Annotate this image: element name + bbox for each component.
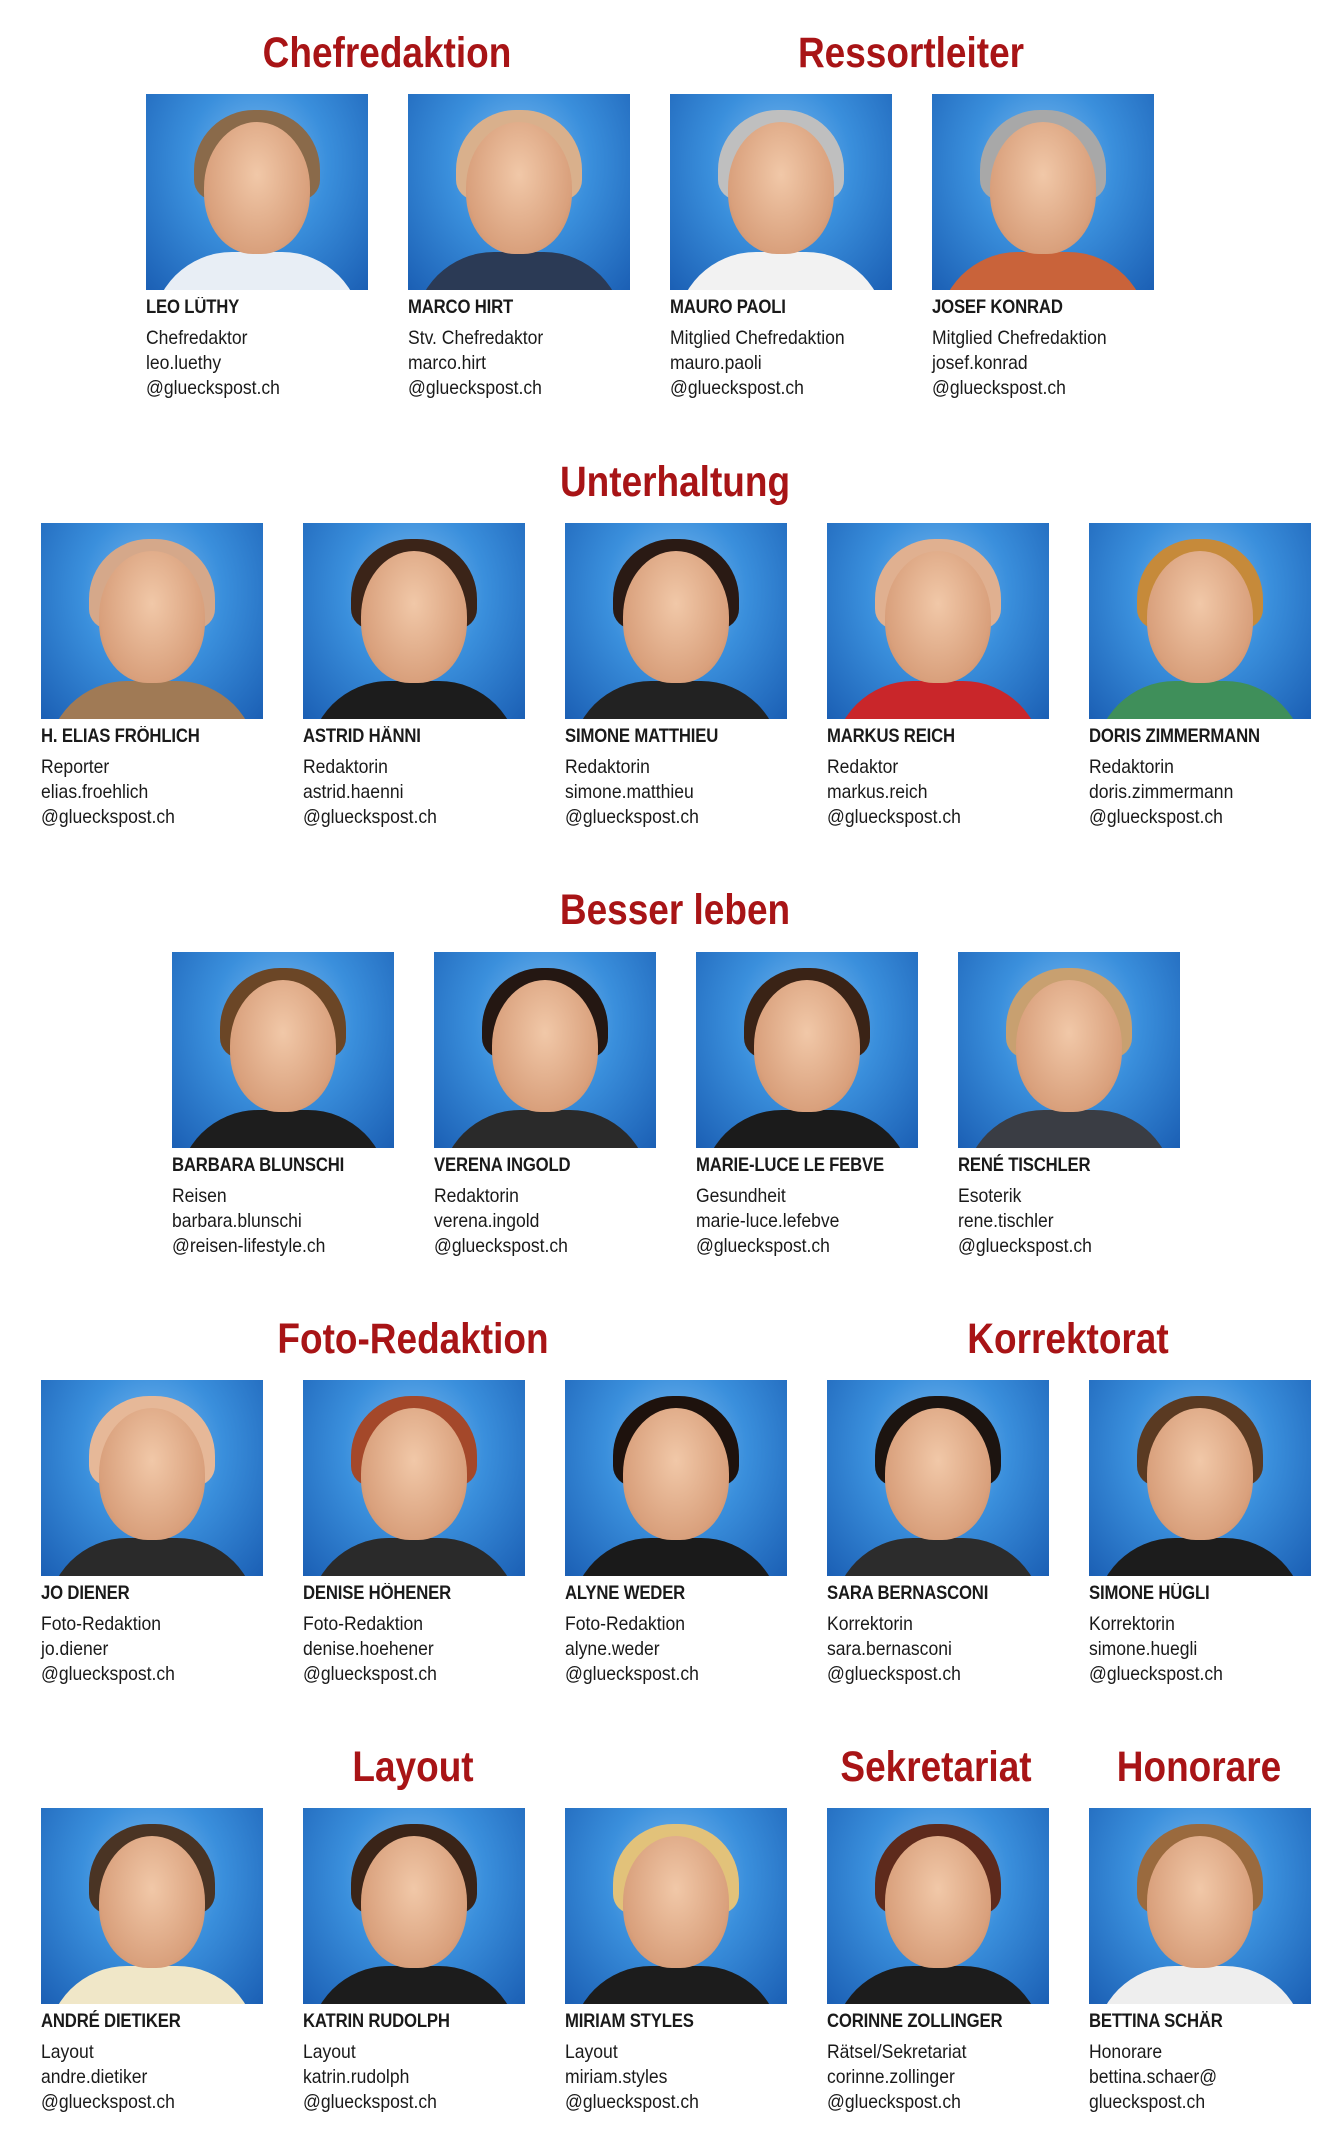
staff-role: Redaktor <box>827 756 899 778</box>
staff-email-user: simone.matthieu <box>565 781 694 803</box>
staff-portrait-photo <box>670 94 892 290</box>
staff-role: Foto-Redaktion <box>565 1613 685 1635</box>
staff-email-domain: @glueckspost.ch <box>41 2091 175 2113</box>
staff-role: Layout <box>303 2041 356 2063</box>
staff-portrait-photo <box>303 523 525 719</box>
staff-portrait-photo <box>1089 1380 1311 1576</box>
staff-role: Redaktorin <box>434 1185 519 1207</box>
staff-name: MARIE-LUCE LE FEBVE <box>696 1155 885 1176</box>
staff-name: MARCO HIRT <box>408 297 514 318</box>
portrait-face <box>230 980 336 1112</box>
staff-email-user: josef.konrad <box>932 352 1028 374</box>
portrait-face <box>204 122 310 254</box>
staff-email-domain: @glueckspost.ch <box>932 377 1066 399</box>
staff-portrait-photo <box>434 952 656 1148</box>
staff-card <box>827 523 1049 830</box>
staff-email-domain: @glueckspost.ch <box>827 2091 961 2113</box>
staff-role: Reisen <box>172 1185 227 1207</box>
portrait-shoulders <box>309 1538 519 1576</box>
section-heading-korrektorat: Korrektorat <box>967 1315 1169 1363</box>
portrait-shoulders <box>309 681 519 719</box>
staff-role: Redaktorin <box>1089 756 1174 778</box>
section-heading-foto-redaktion: Foto-Redaktion <box>277 1315 549 1363</box>
staff-name: RENÉ TISCHLER <box>958 1155 1091 1176</box>
portrait-face <box>99 551 205 683</box>
portrait-shoulders <box>47 1966 257 2004</box>
staff-role: Reporter <box>41 756 110 778</box>
staff-role: Layout <box>41 2041 94 2063</box>
staff-card <box>408 94 630 401</box>
portrait-face <box>466 122 572 254</box>
staff-email-domain: @glueckspost.ch <box>670 377 804 399</box>
staff-name: KATRIN RUDOLPH <box>303 2011 450 2032</box>
staff-portrait-photo <box>41 1808 263 2004</box>
staff-card <box>696 952 918 1259</box>
staff-email-domain: @glueckspost.ch <box>565 806 699 828</box>
staff-portrait-photo <box>1089 523 1311 719</box>
staff-portrait-photo <box>827 1808 1049 2004</box>
staff-name: DENISE HÖHENER <box>303 1583 452 1604</box>
portrait-face <box>492 980 598 1112</box>
staff-email-user: mauro.paoli <box>670 352 762 374</box>
staff-email-domain: @glueckspost.ch <box>146 377 280 399</box>
portrait-shoulders <box>676 252 886 290</box>
staff-card <box>1089 1380 1311 1687</box>
portrait-face <box>885 1408 991 1540</box>
staff-email-domain: glueckspost.ch <box>1089 2091 1206 2113</box>
staff-role: Korrektorin <box>1089 1613 1175 1635</box>
staff-email-user: bettina.schaer@ <box>1089 2066 1218 2088</box>
portrait-shoulders <box>309 1966 519 2004</box>
staff-email-user: andre.dietiker <box>41 2066 148 2088</box>
staff-card <box>827 1808 1049 2115</box>
section-heading-chefredaktion: Chefredaktion <box>262 29 512 77</box>
portrait-face <box>728 122 834 254</box>
staff-portrait-photo <box>408 94 630 290</box>
portrait-face <box>754 980 860 1112</box>
staff-card <box>434 952 656 1259</box>
staff-portrait-photo <box>932 94 1154 290</box>
staff-email-domain: @reisen-lifestyle.ch <box>172 1235 326 1257</box>
staff-portrait-photo <box>827 1380 1049 1576</box>
staff-role: Rätsel/Sekretariat <box>827 2041 967 2063</box>
staff-card <box>670 94 892 401</box>
section-heading-sekretariat: Sekretariat <box>840 1743 1032 1791</box>
staff-role: Foto-Redaktion <box>303 1613 423 1635</box>
staff-card <box>565 1808 787 2115</box>
staff-card <box>303 1380 525 1687</box>
portrait-face <box>990 122 1096 254</box>
staff-name: BETTINA SCHÄR <box>1089 2011 1223 2032</box>
portrait-shoulders <box>178 1110 388 1148</box>
portrait-shoulders <box>833 1966 1043 2004</box>
section-heading-ressortleiter: Ressortleiter <box>797 29 1025 77</box>
staff-card <box>41 1808 263 2115</box>
staff-role: Stv. Chefredaktor <box>408 327 544 349</box>
portrait-shoulders <box>1095 681 1305 719</box>
staff-portrait-photo <box>303 1380 525 1576</box>
staff-email-user: katrin.rudolph <box>303 2066 410 2088</box>
staff-portrait-photo <box>565 1380 787 1576</box>
portrait-shoulders <box>152 252 362 290</box>
portrait-shoulders <box>833 681 1043 719</box>
portrait-face <box>99 1836 205 1968</box>
staff-email-domain: @glueckspost.ch <box>696 1235 830 1257</box>
section-heading-besser-leben: Besser leben <box>559 886 791 934</box>
staff-role: Korrektorin <box>827 1613 913 1635</box>
staff-email-domain: @glueckspost.ch <box>565 1663 699 1685</box>
staff-email-user: jo.diener <box>41 1638 109 1660</box>
staff-role: Honorare <box>1089 2041 1163 2063</box>
staff-email-domain: @glueckspost.ch <box>1089 1663 1223 1685</box>
portrait-shoulders <box>1095 1966 1305 2004</box>
staff-email-domain: @glueckspost.ch <box>41 806 175 828</box>
staff-name: DORIS ZIMMERMANN <box>1089 726 1260 747</box>
staff-name: MIRIAM STYLES <box>565 2011 694 2032</box>
staff-name: ANDRÉ DIETIKER <box>41 2011 181 2032</box>
staff-card <box>958 952 1180 1259</box>
portrait-shoulders <box>571 681 781 719</box>
portrait-shoulders <box>47 1538 257 1576</box>
portrait-face <box>361 1408 467 1540</box>
staff-email-user: astrid.haenni <box>303 781 404 803</box>
staff-email-user: alyne.weder <box>565 1638 660 1660</box>
staff-role: Foto-Redaktion <box>41 1613 161 1635</box>
staff-portrait-photo <box>172 952 394 1148</box>
staff-name: JO DIENER <box>41 1583 130 1604</box>
staff-name: VERENA INGOLD <box>434 1155 571 1176</box>
staff-portrait-photo <box>565 1808 787 2004</box>
staff-role: Mitglied Chefredaktion <box>670 327 845 349</box>
staff-card <box>146 94 368 401</box>
staff-email-domain: @glueckspost.ch <box>1089 806 1223 828</box>
staff-card <box>303 1808 525 2115</box>
staff-portrait-photo <box>565 523 787 719</box>
staff-email-domain: @glueckspost.ch <box>434 1235 568 1257</box>
staff-role: Layout <box>565 2041 618 2063</box>
portrait-face <box>1147 1408 1253 1540</box>
staff-portrait-photo <box>41 523 263 719</box>
staff-name: SARA BERNASCONI <box>827 1583 989 1604</box>
staff-email-user: leo.luethy <box>146 352 222 374</box>
portrait-shoulders <box>47 681 257 719</box>
staff-card <box>303 523 525 830</box>
staff-email-domain: @glueckspost.ch <box>565 2091 699 2113</box>
portrait-shoulders <box>964 1110 1174 1148</box>
staff-role: Mitglied Chefredaktion <box>932 327 1107 349</box>
staff-name: BARBARA BLUNSCHI <box>172 1155 345 1176</box>
staff-card <box>1089 1808 1311 2115</box>
staff-portrait-photo <box>146 94 368 290</box>
staff-email-user: miriam.styles <box>565 2066 668 2088</box>
staff-email-user: verena.ingold <box>434 1210 540 1232</box>
portrait-shoulders <box>440 1110 650 1148</box>
staff-portrait-photo <box>696 952 918 1148</box>
staff-name: ALYNE WEDER <box>565 1583 686 1604</box>
portrait-face <box>361 1836 467 1968</box>
staff-role: Redaktorin <box>303 756 388 778</box>
portrait-face <box>623 1836 729 1968</box>
staff-email-user: marco.hirt <box>408 352 487 374</box>
portrait-shoulders <box>833 1538 1043 1576</box>
staff-name: JOSEF KONRAD <box>932 297 1063 318</box>
section-heading-layout: Layout <box>352 1743 474 1791</box>
staff-card <box>172 952 394 1259</box>
staff-email-domain: @glueckspost.ch <box>303 2091 437 2113</box>
staff-email-user: corinne.zollinger <box>827 2066 955 2088</box>
staff-email-user: sara.bernasconi <box>827 1638 952 1660</box>
staff-email-user: doris.zimmermann <box>1089 781 1234 803</box>
staff-role: Gesundheit <box>696 1185 786 1207</box>
staff-email-domain: @glueckspost.ch <box>408 377 542 399</box>
staff-name: SIMONE MATTHIEU <box>565 726 719 747</box>
staff-email-domain: @glueckspost.ch <box>303 1663 437 1685</box>
staff-portrait-photo <box>41 1380 263 1576</box>
portrait-shoulders <box>414 252 624 290</box>
portrait-face <box>99 1408 205 1540</box>
staff-portrait-photo <box>303 1808 525 2004</box>
staff-name: MARKUS REICH <box>827 726 955 747</box>
staff-card <box>41 1380 263 1687</box>
staff-email-domain: @glueckspost.ch <box>958 1235 1092 1257</box>
staff-card <box>565 523 787 830</box>
staff-name: H. ELIAS FRÖHLICH <box>41 726 200 747</box>
staff-email-user: rene.tischler <box>958 1210 1054 1232</box>
staff-email-user: denise.hoehener <box>303 1638 434 1660</box>
staff-card <box>932 94 1154 401</box>
staff-card <box>565 1380 787 1687</box>
staff-email-domain: @glueckspost.ch <box>827 1663 961 1685</box>
staff-role: Chefredaktor <box>146 327 248 349</box>
portrait-face <box>1016 980 1122 1112</box>
portrait-face <box>623 551 729 683</box>
portrait-face <box>885 1836 991 1968</box>
staff-name: MAURO PAOLI <box>670 297 786 318</box>
staff-name: LEO LÜTHY <box>146 297 240 318</box>
staff-email-user: simone.huegli <box>1089 1638 1198 1660</box>
staff-role: Esoterik <box>958 1185 1022 1207</box>
staff-name: ASTRID HÄNNI <box>303 726 421 747</box>
portrait-shoulders <box>938 252 1148 290</box>
portrait-shoulders <box>571 1966 781 2004</box>
portrait-shoulders <box>571 1538 781 1576</box>
staff-role: Redaktorin <box>565 756 650 778</box>
staff-email-user: marie-luce.lefebve <box>696 1210 840 1232</box>
staff-email-user: barbara.blunschi <box>172 1210 302 1232</box>
staff-email-user: elias.froehlich <box>41 781 149 803</box>
section-heading-unterhaltung: Unterhaltung <box>559 458 791 506</box>
staff-card <box>827 1380 1049 1687</box>
staff-card <box>41 523 263 830</box>
staff-portrait-photo <box>827 523 1049 719</box>
staff-email-domain: @glueckspost.ch <box>41 1663 175 1685</box>
staff-name: CORINNE ZOLLINGER <box>827 2011 1003 2032</box>
staff-card <box>1089 523 1311 830</box>
staff-email-user: markus.reich <box>827 781 928 803</box>
staff-portrait-photo <box>958 952 1180 1148</box>
staff-email-domain: @glueckspost.ch <box>303 806 437 828</box>
staff-email-domain: @glueckspost.ch <box>827 806 961 828</box>
portrait-face <box>885 551 991 683</box>
section-heading-honorare: Honorare <box>1116 1743 1282 1791</box>
staff-name: SIMONE HÜGLI <box>1089 1583 1210 1604</box>
staff-portrait-photo <box>1089 1808 1311 2004</box>
portrait-face <box>1147 551 1253 683</box>
portrait-shoulders <box>1095 1538 1305 1576</box>
portrait-face <box>1147 1836 1253 1968</box>
portrait-face <box>623 1408 729 1540</box>
portrait-shoulders <box>702 1110 912 1148</box>
portrait-face <box>361 551 467 683</box>
